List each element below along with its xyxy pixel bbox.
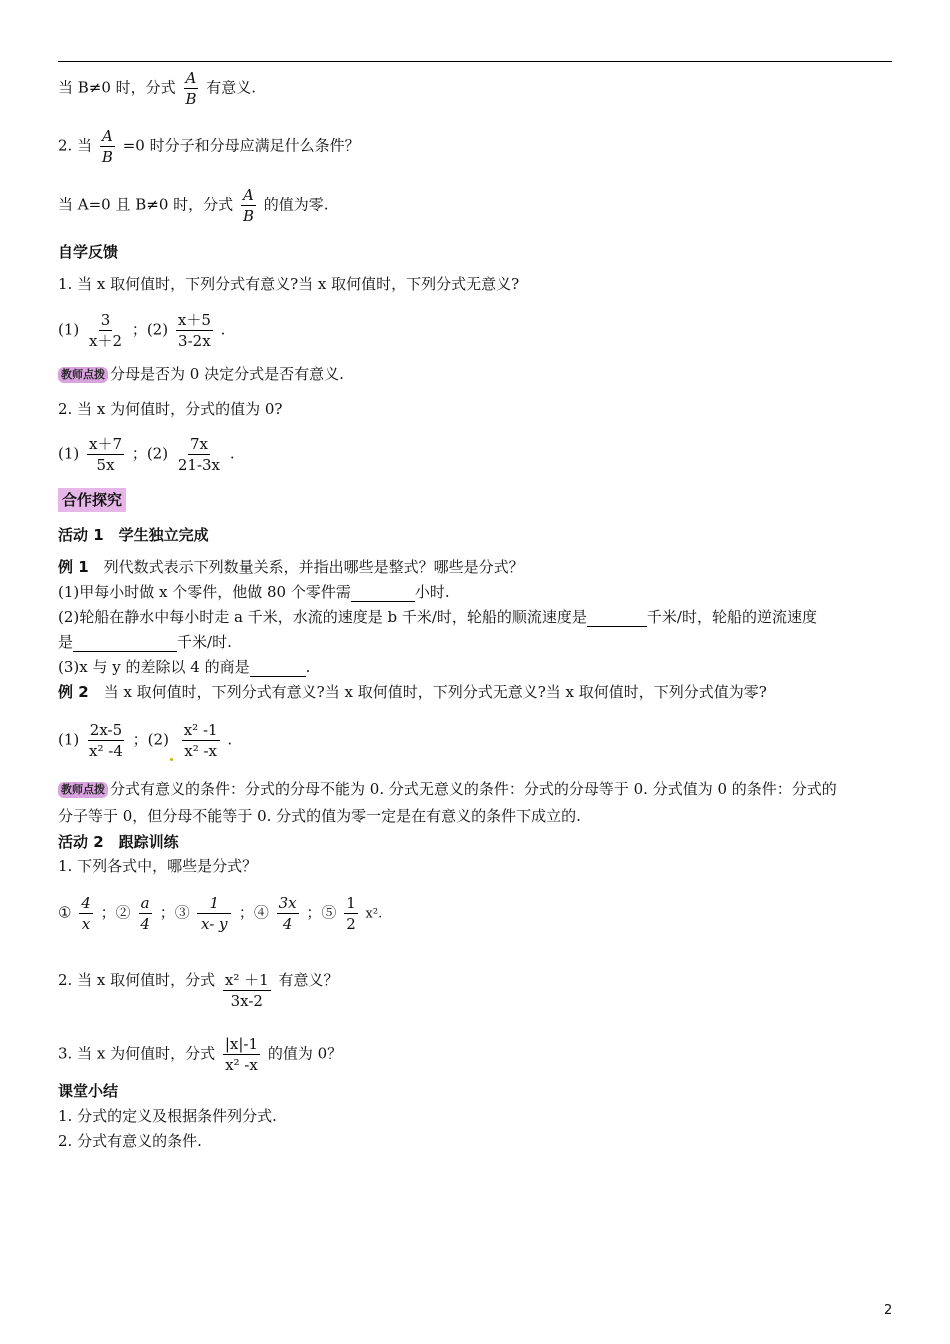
teacher-tip-2-cont: 分子等于 0，但分母不能等于 0. 分式的值为零一定是在有意义的条件下成立的.	[58, 807, 581, 825]
text: 有意义.	[206, 78, 257, 97]
teacher-tip-1: 教师点拨 分母是否为 0 决定分式是否有意义.	[58, 364, 344, 384]
training-1: 1. 下列各式中，哪些是分式？	[58, 857, 258, 875]
fraction-a-over-b: $\frac{A}{B}$	[185, 69, 197, 108]
example-2-fractions: (1) $\frac{2x-5}{\text{x² -4}}$ ；(2) $\frac{\text{x² -1}}{\text{x² -x}}$ .	[58, 721, 233, 760]
section-heading-self-feedback: 自学反馈	[58, 243, 119, 261]
text: =0 时分子和分母应满足什么条件？	[122, 136, 360, 155]
page-number: 2	[884, 1303, 893, 1318]
fraction: $\frac{4}{x}$	[81, 894, 91, 933]
example-1-part-1: (1)甲每小时做 x 个零件，他做 80 个零件需 小时.	[58, 583, 450, 601]
fraction: $\frac{3x}{4}$	[278, 894, 297, 933]
example-1-part-2-cont: 是 千米/时.	[58, 633, 232, 651]
header-rule	[58, 61, 892, 62]
line-b-nonzero	[58, 68, 256, 109]
example-1-part-2: (2)轮船在静水中每小时走 a 千米，水流的速度是 b 千米/时，轮船的顺流速度是 千米/时，轮船的逆流速度	[58, 608, 817, 626]
activity-2-heading: 活动 2 跟踪训练	[58, 833, 179, 851]
question-2-fractions: (1) $\frac{x+7}{5x}$ ；(2) $\frac{7x}{21-3x}$ .	[58, 435, 235, 474]
line-question-2	[58, 126, 360, 167]
training-3: 3. 当 x 为何值时，分式 $\frac{|x|-1}{\text{x² -x}}$ 的值为 0？	[58, 1035, 343, 1074]
example-2: 例 2 当 x 取何值时，下列分式有意义?当 x 取何值时，下列分式无意义?当 x 取何值时，下列分式值为零?	[58, 683, 767, 701]
text: 的值为零.	[263, 195, 329, 214]
answer-blank[interactable]	[73, 651, 177, 652]
example-1: 例 1 列代数式表示下列数量关系，并指出哪些是整式？哪些是分式？	[58, 558, 524, 576]
teacher-tip-badge: 教师点拨	[58, 782, 108, 798]
example-1-part-3: (3)x 与 y 的差除以 4 的商是 .	[58, 658, 311, 676]
answer-blank[interactable]	[250, 676, 306, 677]
fraction-a-over-b: $\frac{A}{B}$	[101, 127, 113, 166]
fraction: $\frac{a}{4}$	[140, 894, 150, 933]
question-1: 1. 当 x 取何值时，下列分式有意义?当 x 取何值时，下列分式无意义?	[58, 275, 520, 293]
question-2: 2. 当 x 为何值时，分式的值为 0?	[58, 400, 283, 418]
training-2: 2. 当 x 取何值时，分式 $\frac{\text{x² ＋1}}{3x-2}$ 有意义？	[58, 971, 339, 1010]
summary-item-1: 1. 分式的定义及根据条件列分式.	[58, 1107, 277, 1125]
fraction: $\frac{x+7}{5x}$	[89, 435, 123, 474]
fraction: $\frac{1}{2}$	[346, 894, 356, 933]
text: 当 B≠0 时，分式	[58, 78, 176, 97]
fraction-a-over-b: $\frac{A}{B}$	[242, 186, 254, 225]
fraction: $\frac{2x-5}{\text{x² -4}}$	[89, 721, 123, 760]
fraction: $\frac{3}{x+2}$	[89, 311, 123, 350]
summary-heading: 课堂小结	[58, 1082, 119, 1100]
question-1-fractions: (1) $\frac{3}{x+2}$ ；(2) $\frac{x+5}{3-2x}$ .	[58, 311, 226, 350]
line-a-zero	[58, 185, 329, 226]
fraction: $\frac{7x}{21-3x}$	[177, 435, 221, 474]
fraction: $\frac{\text{x² ＋1}}{3x-2}$	[224, 971, 269, 1010]
answer-blank[interactable]	[587, 626, 647, 627]
section-banner-coop: 合作探究	[58, 488, 126, 512]
teacher-tip-2: 教师点拨 分式有意义的条件：分式的分母不能为 0. 分式无意义的条件：分式的分母等于 0. 分式值为 0 的条件：分式的	[58, 779, 837, 799]
summary-item-2: 2. 分式有意义的条件.	[58, 1132, 202, 1150]
text: 当 A=0 且 B≠0 时，分式	[58, 195, 234, 214]
fraction: $\frac{1}{x- y}$	[197, 893, 231, 934]
answer-blank[interactable]	[351, 601, 415, 602]
teacher-tip-badge: 教师点拨	[58, 367, 108, 383]
text: 2. 当	[58, 136, 93, 155]
marker-dot	[170, 758, 173, 761]
fraction: $\frac{\text{x² -1}}{\text{x² -x}}$	[183, 721, 218, 760]
fraction: $\frac{x+5}{3-2x}$	[177, 311, 211, 350]
activity-1-heading: 活动 1 学生独立完成	[58, 526, 209, 544]
fraction: $\frac{|x|-1}{\text{x² -x}}$	[224, 1035, 259, 1074]
training-1-items: ① $\frac{4}{x}$ ；② $\frac{a}{4}$ ；③ $\frac{1}{x- y}$ ；④ $\frac{3x}{4}$ ；⑤ $\frac{1}{2}$ x².	[58, 894, 383, 933]
